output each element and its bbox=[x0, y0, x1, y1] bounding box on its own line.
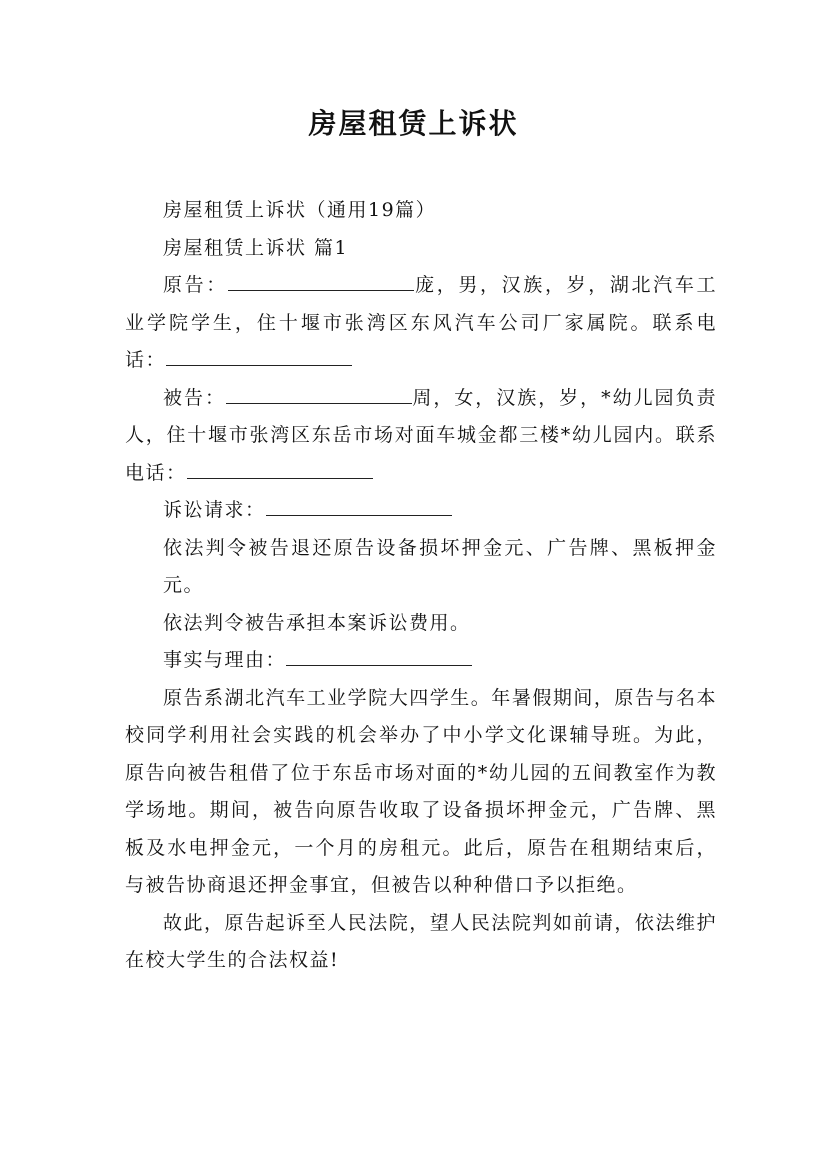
facts-heading bbox=[125, 642, 717, 680]
plaintiff-text: 庞，男，汉族，岁，湖北汽车工业学院学生，住十堰市张湾区东风汽车公司厂家属院。联系电话： bbox=[125, 274, 717, 371]
defendant-name-blank bbox=[226, 384, 412, 404]
plaintiff-name-blank bbox=[228, 271, 414, 291]
claim-2: 依法判令被告承担本案诉讼费用。 bbox=[163, 611, 471, 634]
plaintiff-label: 原告： bbox=[163, 274, 228, 296]
facts-label: 事实与理由： bbox=[163, 649, 287, 671]
defendant-text: 周，女，汉族，岁，*幼儿园负责人，住十堰市张湾区东岳市场对面车城金都三楼*幼儿园内。联系电话： bbox=[125, 386, 717, 484]
defendant-paragraph bbox=[125, 380, 717, 493]
document-title: 房屋租赁上诉状 bbox=[308, 107, 519, 140]
defendant-phone-blank bbox=[187, 459, 373, 479]
plaintiff-phone-blank bbox=[166, 346, 352, 366]
section-heading: 房屋租赁上诉状 篇1 bbox=[163, 236, 349, 259]
conclusion-paragraph: 故此，原告起诉至人民法院，望人民法院判如前请，依法维护在校大学生的合法权益! bbox=[125, 911, 717, 971]
subtitle: 房屋租赁上诉状（通用19篇） bbox=[163, 199, 437, 221]
facts-blank bbox=[286, 646, 472, 666]
claims-blank bbox=[266, 496, 452, 516]
facts-paragraph: 原告系湖北汽车工业学院大四学生。年暑假期间，原告与名本校同学利用社会实践的机会举办了中小学文化课辅导班。为此，原告向被告租借了位于东岳市场对面的*幼儿园的五间教室作为教学场地。期间，被告向原告收取了设备损坏押金元，广告牌、黑板及水电押金元，一个月的房租元。此后，原告在租期结束后，与被告协商退还押金事宜，但被告以种种借口予以拒绝。 bbox=[125, 686, 717, 896]
document-body bbox=[125, 192, 717, 980]
defendant-label: 被告： bbox=[163, 386, 226, 409]
claim-1: 依法判令被告退还原告设备损坏押金元、广告牌、黑板押金元。 bbox=[163, 536, 717, 596]
claims-heading bbox=[125, 492, 717, 530]
plaintiff-paragraph bbox=[125, 267, 717, 380]
claims-label: 诉讼请求： bbox=[163, 499, 266, 521]
